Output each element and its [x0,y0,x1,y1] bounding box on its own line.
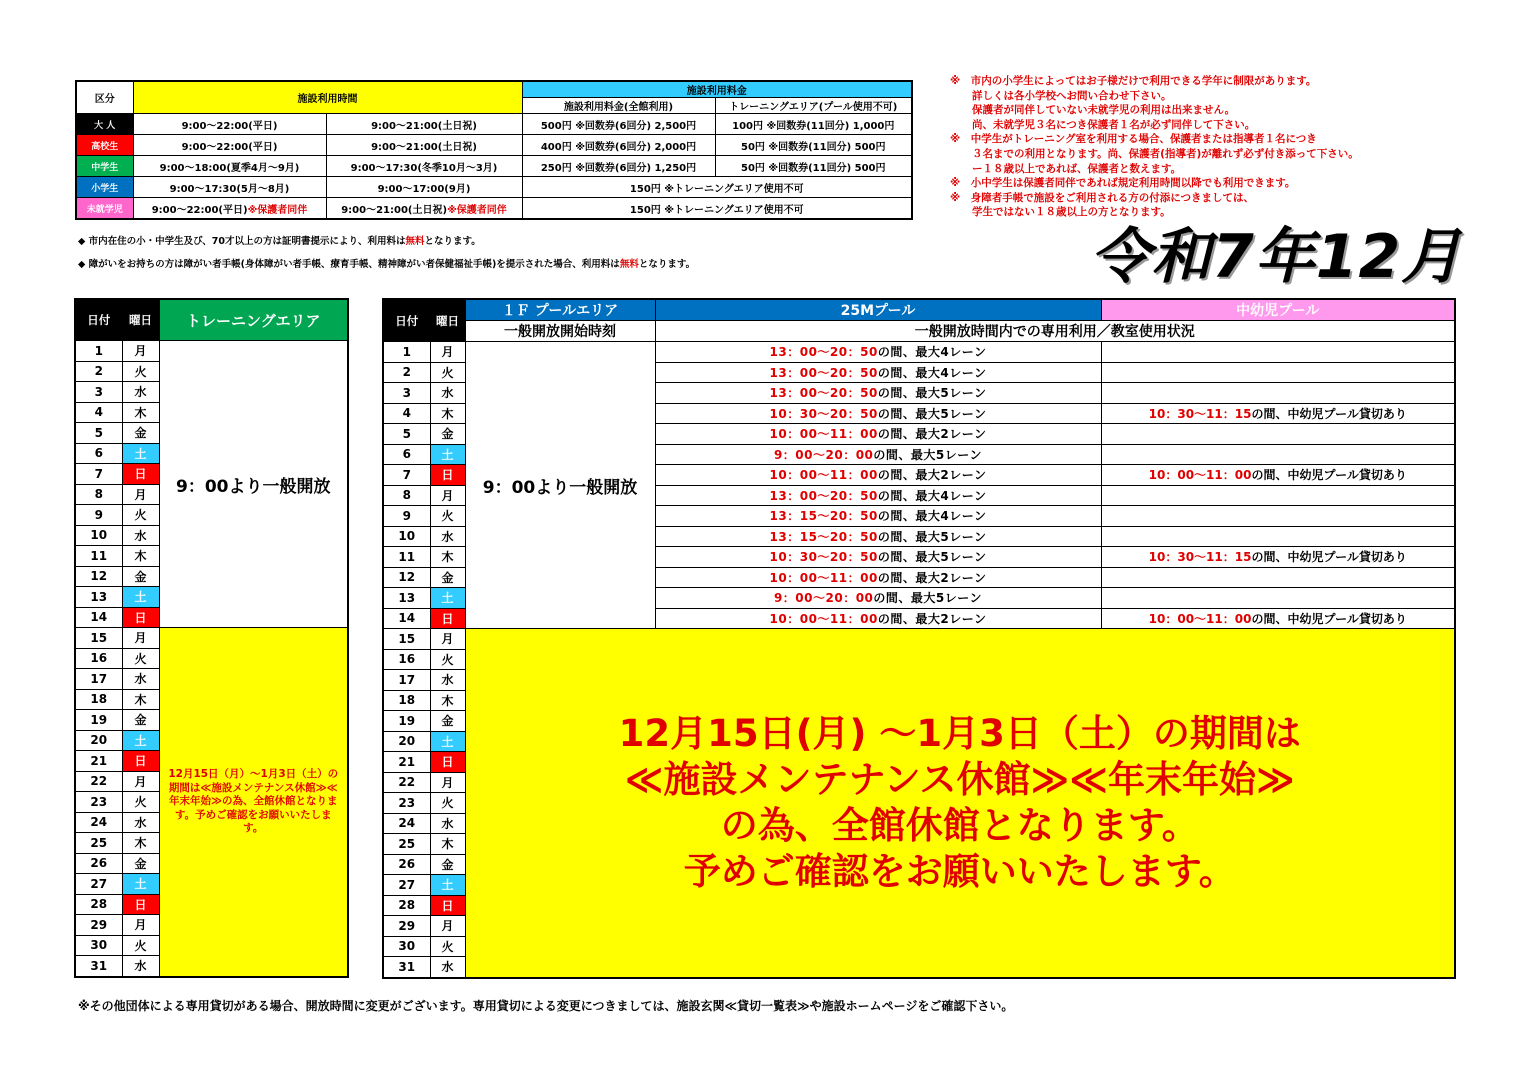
day-date: 25 [75,833,122,854]
pool-day-row [383,342,1455,363]
lane-between: の間、 [877,570,916,585]
kids-time: 10：00～11：00 [1148,468,1252,483]
day-weekday: 月 [430,485,465,506]
col-header-date: 日付 [75,299,122,341]
col-header-day: 曜日 [430,299,465,342]
lane-time: 10：00～11：00 [769,468,878,483]
kids-pool-usage [1101,608,1455,629]
closed-line: ≪施設メンテナンス休館≫≪年末年始≫ [624,757,1295,801]
day-date: 14 [383,608,430,629]
fee-weekend: 9:00～17:00(9月) [326,177,522,198]
note-text: となります。 [638,259,696,270]
day-weekday: 土 [430,444,465,465]
fee-training: 50円 ※回数券(11回分) 500円 [715,135,912,156]
lane-usage [655,444,1101,465]
fee-merged: 150円 ※トレーニングエリア使用不可 [522,198,912,220]
day-weekday: 木 [430,403,465,424]
day-weekday: 木 [430,547,465,568]
note-line: ３名までの利用となります。尚、保護者(指導者)が離れず必ず付き添って下さい。 [972,147,1359,160]
day-weekday: 水 [122,382,159,403]
day-weekday: 水 [430,383,465,404]
day-date: 17 [75,669,122,690]
day-date: 9 [383,506,430,527]
kids-pool-usage [1101,342,1455,363]
lane-count: 最大2レーン [915,570,987,585]
day-weekday: 水 [430,813,465,834]
note-line: ※ 身障者手帳で施設をご利用される方の付添につきましては、 [950,191,1254,204]
col-header-day: 曜日 [122,299,159,341]
kids-pool-usage [1101,588,1455,609]
fee-row-label: 大 人 [76,114,133,135]
day-weekday: 月 [122,628,159,649]
day-weekday: 金 [430,854,465,875]
kids-pool-usage [1101,506,1455,527]
lane-usage [655,342,1101,363]
day-date: 5 [383,424,430,445]
day-date: 30 [383,936,430,957]
kids-pool-usage [1101,526,1455,547]
day-date: 7 [75,464,122,485]
lane-count: 最大2レーン [915,611,987,626]
day-weekday: 水 [122,669,159,690]
fee-weekend-text: 9:00～21:00(土日祝) [341,204,448,216]
fee-weekend: 9:00～21:00(土日祝) [326,135,522,156]
day-weekday: 火 [122,361,159,382]
fee-row-label: 小学生 [76,177,133,198]
day-weekday: 金 [430,711,465,732]
day-date: 20 [383,731,430,752]
fee-row-label: 高校生 [76,135,133,156]
day-date: 9 [75,505,122,526]
pool-day-row [383,629,1455,650]
day-date: 15 [383,629,430,650]
fee-training: 50円 ※回数券(11回分) 500円 [715,156,912,177]
day-date: 2 [383,362,430,383]
kids-pool-usage [1101,424,1455,445]
day-weekday: 日 [122,464,159,485]
day-date: 23 [75,792,122,813]
day-weekday: 金 [430,567,465,588]
day-weekday: 火 [430,506,465,527]
lane-count: 最大5レーン [915,386,987,401]
kids-pool-usage [1101,465,1455,486]
day-weekday: 日 [122,751,159,772]
day-weekday: 土 [122,730,159,751]
kids-time: 10：30～11：15 [1148,550,1252,565]
note-line: 保護者が同伴していない未就学児の利用は出来ません。 [972,104,1236,117]
note-text: ◆ 障がいをお持ちの方は障がい者手帳(身体障がい者手帳、療育手帳、精神障がい者保健福祉手帳)を提示された場合、利用料は [78,259,620,270]
day-date: 14 [75,607,122,628]
day-date: 10 [75,525,122,546]
note-free-disability [78,256,695,270]
lane-count: 最大4レーン [915,365,987,380]
training-closed-notice: 12月15日（月）～1月3日（土）の期間は≪施設メンテナンス休館≫≪年末年始≫の為、全館休館となります。予めご確認をお願いいたします。 [159,628,348,977]
day-date: 5 [75,423,122,444]
fee-row-label: 未就学児 [76,198,133,220]
fee-header-hours: 施設利用時間 [133,81,522,114]
day-date: 24 [75,812,122,833]
day-weekday: 土 [122,443,159,464]
day-date: 17 [383,670,430,691]
lane-between: の間、 [877,468,916,483]
day-date: 26 [75,853,122,874]
lane-count: 最大4レーン [915,345,987,360]
fee-weekday: 9:00～17:30(5月～8月) [133,177,326,198]
footer-note: ※その他団体による専用貸切がある場合、開放時間に変更がございます。専用貸切による変更につきましては、施設玄関≪貸切一覧表≫や施設ホームページをご確認下さい。 [78,999,1014,1013]
fee-weekend [326,198,522,220]
day-weekday: 金 [122,566,159,587]
day-weekday: 木 [430,690,465,711]
lane-usage [655,424,1101,445]
lane-usage [655,403,1101,424]
lane-time: 10：30～20：50 [769,550,878,565]
day-weekday: 土 [430,588,465,609]
day-date: 11 [75,546,122,567]
day-date: 3 [75,382,122,403]
day-date: 12 [75,566,122,587]
day-date: 19 [383,711,430,732]
col-header-date: 日付 [383,299,430,342]
day-weekday: 火 [430,936,465,957]
fee-header-fees: 施設利用料金 [522,81,912,98]
closed-line: 12月15日(月) ～1月3日（土）の期間は [618,711,1301,755]
lane-count: 最大4レーン [915,509,987,524]
col-header-kids-pool: 中幼児プール [1101,299,1455,321]
lane-between: の間、 [877,427,916,442]
day-weekday: 水 [122,525,159,546]
lane-count: 最大5レーン [915,529,987,544]
day-date: 23 [383,793,430,814]
day-date: 2 [75,361,122,382]
day-date: 11 [383,547,430,568]
day-date: 15 [75,628,122,649]
fee-header-full: 施設利用料金(全館利用) [522,98,715,114]
lane-between: の間、 [873,591,911,606]
fee-header-category: 区分 [76,81,133,114]
day-weekday: 水 [430,526,465,547]
day-weekday: 土 [122,587,159,608]
day-weekday: 木 [122,689,159,710]
day-date: 25 [383,834,430,855]
day-weekday: 火 [430,362,465,383]
fee-full: 400円 ※回数券(6回分) 2,000円 [522,135,715,156]
closed-line: の為、全館休館となります。 [720,803,1199,847]
lane-between: の間、 [873,447,911,462]
day-weekday: 月 [122,341,159,362]
fee-row-adult [76,114,912,135]
day-date: 21 [75,751,122,772]
col-header-training-area: トレーニングエリア [159,299,348,341]
day-date: 26 [383,854,430,875]
note-free-residents [78,233,481,247]
day-date: 1 [75,341,122,362]
day-weekday: 日 [430,895,465,916]
day-date: 16 [75,648,122,669]
lane-between: の間、 [877,386,916,401]
kids-time: 10：00～11：00 [1148,611,1252,626]
lane-usage [655,567,1101,588]
col-header-usage: 一般開放時間内での専用利用／教室使用状況 [655,321,1455,342]
note-line: 学生ではない１８歳以上の方となります。 [972,206,1171,219]
lane-time: 10：00～11：00 [769,427,878,442]
training-day-row [75,628,348,649]
lane-count: 最大5レーン [915,406,987,421]
day-weekday: 日 [122,894,159,915]
day-weekday: 火 [430,793,465,814]
kids-pool-usage [1101,444,1455,465]
day-date: 10 [383,526,430,547]
lane-between: の間、 [877,345,916,360]
day-weekday: 日 [430,608,465,629]
day-date: 20 [75,730,122,751]
lane-between: の間、 [877,529,916,544]
lane-between: の間、 [877,550,916,565]
day-weekday: 土 [122,874,159,895]
lane-count: 最大5レーン [915,550,987,565]
day-date: 29 [75,915,122,936]
day-weekday: 金 [122,423,159,444]
kids-pool-usage [1101,485,1455,506]
fee-weekday: 9:00～18:00(夏季4月～9月) [133,156,326,177]
day-date: 13 [75,587,122,608]
lane-between: の間、 [877,611,916,626]
lane-between: の間、 [877,488,916,503]
month-title: 令和7年12月 [1090,222,1463,292]
lane-usage [655,485,1101,506]
lane-count: 最大2レーン [915,468,987,483]
kids-suffix: の間、中幼児プール貸切あり [1251,611,1407,626]
note-red: 無料 [405,236,425,247]
day-weekday: 日 [430,465,465,486]
day-weekday: 月 [122,484,159,505]
kids-suffix: の間、中幼児プール貸切あり [1251,468,1407,483]
day-weekday: 日 [122,607,159,628]
lane-time: 13：00～20：50 [769,488,878,503]
day-weekday: 月 [430,772,465,793]
kids-pool-usage [1101,383,1455,404]
fee-row-junior-high [76,156,912,177]
kids-pool-usage [1101,547,1455,568]
notes-right [950,74,1420,220]
lane-usage [655,547,1101,568]
day-weekday: 金 [430,424,465,445]
day-date: 7 [383,465,430,486]
kids-pool-usage [1101,567,1455,588]
day-weekday: 水 [430,670,465,691]
day-date: 21 [383,752,430,773]
day-weekday: 火 [122,505,159,526]
note-text: となります。 [424,236,481,247]
fee-row-preschool [76,198,912,220]
fee-row-label: 中学生 [76,156,133,177]
fee-weekday: 9:00～22:00(平日) [133,114,326,135]
day-date: 18 [75,689,122,710]
closed-line: 予めご確認をお願いいたします。 [683,849,1236,893]
pool-closed-notice [465,629,1455,978]
training-day-row [75,341,348,362]
lane-count: 最大5レーン [910,447,983,462]
fee-weekday-text: 9:00～22:00(平日) [151,204,248,216]
day-weekday: 火 [122,792,159,813]
fee-weekday-note: ※保護者同伴 [247,204,308,216]
day-date: 13 [383,588,430,609]
day-weekday: 日 [430,752,465,773]
lane-time: 10：30～20：50 [769,406,878,421]
day-date: 31 [75,956,122,977]
day-date: 28 [383,895,430,916]
lane-time: 13：00～20：50 [769,345,878,360]
day-weekday: 金 [122,853,159,874]
lane-time: 9：00～20：00 [773,447,874,462]
day-weekday: 月 [122,771,159,792]
day-date: 6 [383,444,430,465]
lane-usage [655,362,1101,383]
lane-time: 9：00～20：00 [773,591,874,606]
lane-usage [655,526,1101,547]
day-weekday: 木 [122,402,159,423]
day-weekday: 水 [122,812,159,833]
day-date: 16 [383,649,430,670]
kids-pool-usage [1101,403,1455,424]
fee-row-high-school [76,135,912,156]
note-line: ー１８歳以上であれば、保護者と数えます。 [972,162,1182,175]
col-header-25m-pool: 25Mプール [655,299,1101,321]
day-date: 8 [383,485,430,506]
lane-count: 最大5レーン [910,591,983,606]
lane-time: 10：00～11：00 [769,570,878,585]
lane-count: 最大2レーン [915,427,987,442]
kids-suffix: の間、中幼児プール貸切あり [1251,550,1407,565]
lane-usage [655,506,1101,527]
fee-full: 250円 ※回数券(6回分) 1,250円 [522,156,715,177]
day-date: 19 [75,710,122,731]
lane-time: 13：15～20：50 [769,509,878,524]
fee-weekend: 9:00～21:00(土日祝) [326,114,522,135]
day-date: 4 [75,402,122,423]
lane-time: 13：00～20：50 [769,365,878,380]
day-date: 8 [75,484,122,505]
fee-full: 500円 ※回数券(6回分) 2,500円 [522,114,715,135]
day-weekday: 水 [430,957,465,978]
note-line: ※ 市内の小学生によってはお子様だけで利用できる学年に制限があります。 [950,75,1317,87]
kids-suffix: の間、中幼児プール貸切あり [1251,406,1407,421]
note-text: ◆ 市内在住の小・中学生及び、70才以上の方は証明書提示により、利用料は [78,236,406,247]
lane-between: の間、 [877,406,916,421]
note-line: 尚、未就学児３名につき保護者１名が必ず同伴して下さい。 [972,118,1256,131]
note-line: 詳しくは各小学校へお問い合わせ下さい。 [972,89,1172,102]
note-line: ※ 中学生がトレーニング室を利用する場合、保護者または指導者１名につき [950,133,1317,146]
fee-weekday [133,198,326,220]
fee-training: 100円 ※回数券(11回分) 1,000円 [715,114,912,135]
fee-weekday: 9:00～22:00(平日) [133,135,326,156]
lane-between: の間、 [877,509,916,524]
fee-header-training: トレーニングエリア(プール使用不可) [715,98,912,114]
day-date: 30 [75,935,122,956]
day-date: 6 [75,443,122,464]
col-header-open-time: 一般開放開始時刻 [465,321,655,342]
day-weekday: 火 [430,649,465,670]
lane-time: 13：00～20：50 [769,386,878,401]
lane-usage [655,383,1101,404]
day-date: 22 [75,771,122,792]
day-weekday: 月 [430,342,465,363]
col-header-pool-area: １Ｆ プールエリア [465,299,655,321]
lane-time: 13：15～20：50 [769,529,878,544]
day-weekday: 火 [122,648,159,669]
day-weekday: 金 [122,710,159,731]
fee-weekend: 9:00～17:30(冬季10月～3月) [326,156,522,177]
day-date: 24 [383,813,430,834]
day-date: 22 [383,772,430,793]
day-date: 18 [383,690,430,711]
day-date: 3 [383,383,430,404]
fee-weekend-note: ※保護者同伴 [447,204,507,216]
training-calendar [74,298,349,978]
note-red: 無料 [619,259,639,270]
lane-time: 10：00～11：00 [769,611,878,626]
day-weekday: 木 [122,833,159,854]
fee-merged: 150円 ※トレーニングエリア使用不可 [522,177,912,198]
day-date: 12 [383,567,430,588]
training-open-text: 9：00より一般開放 [159,341,348,628]
day-weekday: 月 [122,915,159,936]
day-date: 31 [383,957,430,978]
pool-calendar [382,298,1456,979]
day-date: 28 [75,894,122,915]
note-line: ※ 小中学生は保護者同伴であれば規定利用時間以降でも利用できます。 [950,177,1296,190]
lane-count: 最大4レーン [915,488,987,503]
day-weekday: 土 [430,731,465,752]
pool-open-text: 9：00より一般開放 [465,342,655,629]
day-date: 1 [383,342,430,363]
fee-table [75,80,913,220]
fee-row-elementary [76,177,912,198]
day-weekday: 土 [430,875,465,896]
lane-usage [655,588,1101,609]
lane-usage [655,608,1101,629]
day-weekday: 木 [430,834,465,855]
lane-between: の間、 [877,365,916,380]
day-weekday: 水 [122,956,159,977]
day-date: 29 [383,916,430,937]
day-weekday: 火 [122,935,159,956]
lane-usage [655,465,1101,486]
kids-time: 10：30～11：15 [1148,406,1252,421]
day-date: 4 [383,403,430,424]
kids-pool-usage [1101,362,1455,383]
day-date: 27 [383,875,430,896]
day-weekday: 月 [430,629,465,650]
day-weekday: 月 [430,916,465,937]
day-date: 27 [75,874,122,895]
day-weekday: 木 [122,546,159,567]
